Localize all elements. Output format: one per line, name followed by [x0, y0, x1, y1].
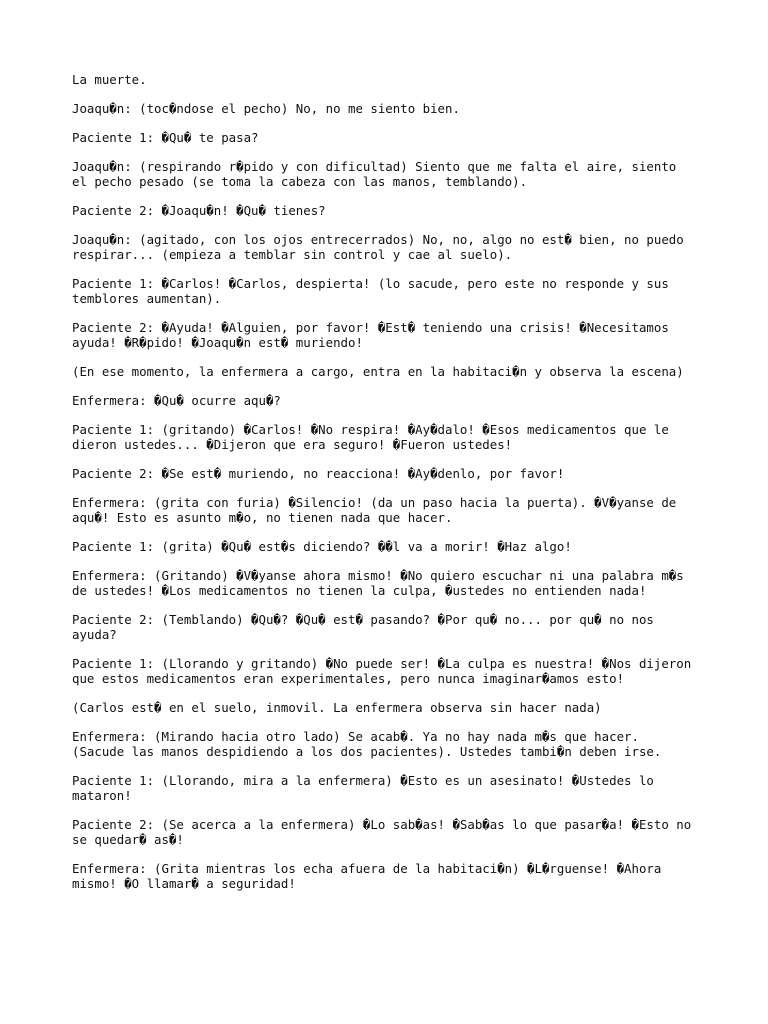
document-title: La muerte.	[72, 72, 147, 87]
dialogue-line: Joaqu�n: (respirando r�pido y con dificultad) Siento que me falta el aire, siento el pecho pesado (se toma la cabeza con las manos, temblando).	[72, 159, 677, 189]
dialogue-line: Enfermera: �Qu� ocurre aqu�?	[72, 393, 281, 408]
dialogue-line: Paciente 2: �Se est� muriendo, no reacciona! �Ay�denlo, por favor!	[72, 466, 565, 481]
dialogue-line: Paciente 2: (Se acerca a la enfermera) �Lo sab�as! �Sab�as lo que pasar�a! �Esto no se quedar� as�!	[72, 817, 692, 847]
dialogue-line: Paciente 1: (grita) �Qu� est�s diciendo? ��l va a morir! �Haz algo!	[72, 539, 572, 554]
dialogue-line: Paciente 1: (gritando) �Carlos! �No respira! �Ay�dalo! �Esos medicamentos que le dieron ustedes... �Dijeron que era seguro! �Fueron ustedes!	[72, 422, 669, 452]
dialogue-line: Enfermera: (Mirando hacia otro lado) Se acab�. Ya no hay nada m�s que hacer. (Sacude las manos despidiendo a los dos pacientes). Ustedes tambi�n deben irse.	[72, 729, 662, 759]
dialogue-line: Joaqu�n: (agitado, con los ojos entrecerrados) No, no, algo no est� bien, no puedo respirar... (empieza a temblar sin control y cae al suelo).	[72, 232, 684, 262]
dialogue-line: Enfermera: (grita con furia) �Silencio! (da un paso hacia la puerta). �V�yanse de aqu�! Esto es asunto m�o, no tienen nada que hacer.	[72, 495, 677, 525]
dialogue-line: Paciente 2: (Temblando) �Qu�? �Qu� est� pasando? �Por qu� no... por qu� no nos ayuda?	[72, 612, 654, 642]
dialogue-line: Paciente 1: (Llorando, mira a la enfermera) �Esto es un asesinato! �Ustedes lo mataron!	[72, 773, 654, 803]
stage-direction: (En ese momento, la enfermera a cargo, entra en la habitaci�n y observa la escena)	[72, 364, 684, 379]
dialogue-line: Paciente 1: �Carlos! �Carlos, despierta! (lo sacude, pero este no responde y sus temblores aumentan).	[72, 276, 669, 306]
dialogue-line: Paciente 2: �Ayuda! �Alguien, por favor! �Est� teniendo una crisis! �Necesitamos ayuda! �R�pido! �Joaqu�n est� muriendo!	[72, 320, 669, 350]
dialogue-line: Paciente 1: �Qu� te pasa?	[72, 130, 259, 145]
dialogue-line: Enfermera: (Grita mientras los echa afuera de la habitaci�n) �L�rguense! �Ahora mismo! �O llamar� a seguridad!	[72, 861, 662, 891]
document-body	[72, 72, 702, 905]
dialogue-line: Enfermera: (Gritando) �V�yanse ahora mismo! �No quiero escuchar ni una palabra m�s de ustedes! �Los medicamentos no tienen la culpa, �ustedes no entienden nada!	[72, 568, 684, 598]
stage-direction: (Carlos est� en el suelo, inmovil. La enfermera observa sin hacer nada)	[72, 700, 602, 715]
dialogue-line: Joaqu�n: (toc�ndose el pecho) No, no me siento bien.	[72, 101, 460, 116]
dialogue-line: Paciente 1: (Llorando y gritando) �No puede ser! �La culpa es nuestra! �Nos dijeron que estos medicamentos eran experimentales, pero nunca imaginar�amos esto!	[72, 656, 692, 686]
dialogue-line: Paciente 2: �Joaqu�n! �Qu� tienes?	[72, 203, 326, 218]
